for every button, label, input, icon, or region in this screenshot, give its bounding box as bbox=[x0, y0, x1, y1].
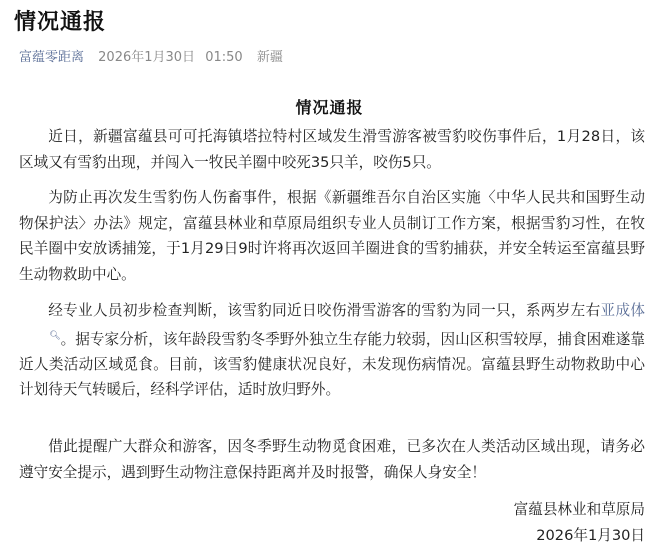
source-account-link[interactable]: 富蕴零距离 bbox=[19, 50, 85, 65]
publish-time: 01:50 bbox=[205, 50, 243, 65]
page-title: 情况通报 bbox=[14, 10, 107, 35]
term-link-label[interactable]: 亚成体 bbox=[600, 302, 645, 319]
article-meta bbox=[19, 46, 283, 65]
paragraph-3 bbox=[19, 298, 645, 403]
paragraph-3-text-after: 。据专家分析，该年龄段雪豹冬季野外独立生存能力较弱，因山区积雪较厚，捕食困难遂靠近人类活动区域觅食。目前，该雪豹健康状况良好，未发现伤病情况。富蕴县野生动物救助中心计划待天气转暖后，经科学评估，适时放归野外。 bbox=[19, 330, 645, 399]
signature-block bbox=[514, 497, 645, 548]
notice-title: 情况通报 bbox=[295, 98, 364, 117]
signature-org: 富蕴县林业和草原局 bbox=[513, 501, 645, 518]
paragraph-4: 借此提醒广大群众和游客，因冬季野生动物觅食困难，已多次在人类活动区域出现，请务必遵守安全提示，遇到野生动物注意保持距离并及时报警，确保人身安全！ bbox=[19, 438, 645, 481]
paragraph-1: 近日，新疆富蕴县可可托海镇塔拉特村区域发生滑雪游客被雪豹咬伤事件后，1月28日，该区域又有雪豹出现，并闯入一牧民羊圈中咬死35只羊，咬伤5只。 bbox=[19, 128, 645, 171]
search-icon[interactable]: 🔍︎ bbox=[49, 330, 61, 341]
paragraph-3-text-before: 经专业人员初步检查判断，该雪豹同近日咬伤滑雪游客的雪豹为同一只，系两岁左右 bbox=[48, 302, 601, 319]
publish-location: 新疆 bbox=[256, 50, 283, 65]
signature-date: 2026年1月30日 bbox=[536, 526, 645, 544]
publish-date: 2026年1月30日 bbox=[98, 50, 196, 65]
paragraph-2: 为防止再次发生雪豹伤人伤畜事件，根据《新疆维吾尔自治区实施〈中华人民共和国野生动物保护法〉办法》规定，富蕴县林业和草原局组织专业人员制订工作方案，根据雪豹习性，在牧民羊圈中安放诱捕笼，于1月29日9时许将再次返回羊圈进食的雪豹捕获，并安全转运至富蕴县野生动物救助中心。 bbox=[19, 189, 645, 283]
